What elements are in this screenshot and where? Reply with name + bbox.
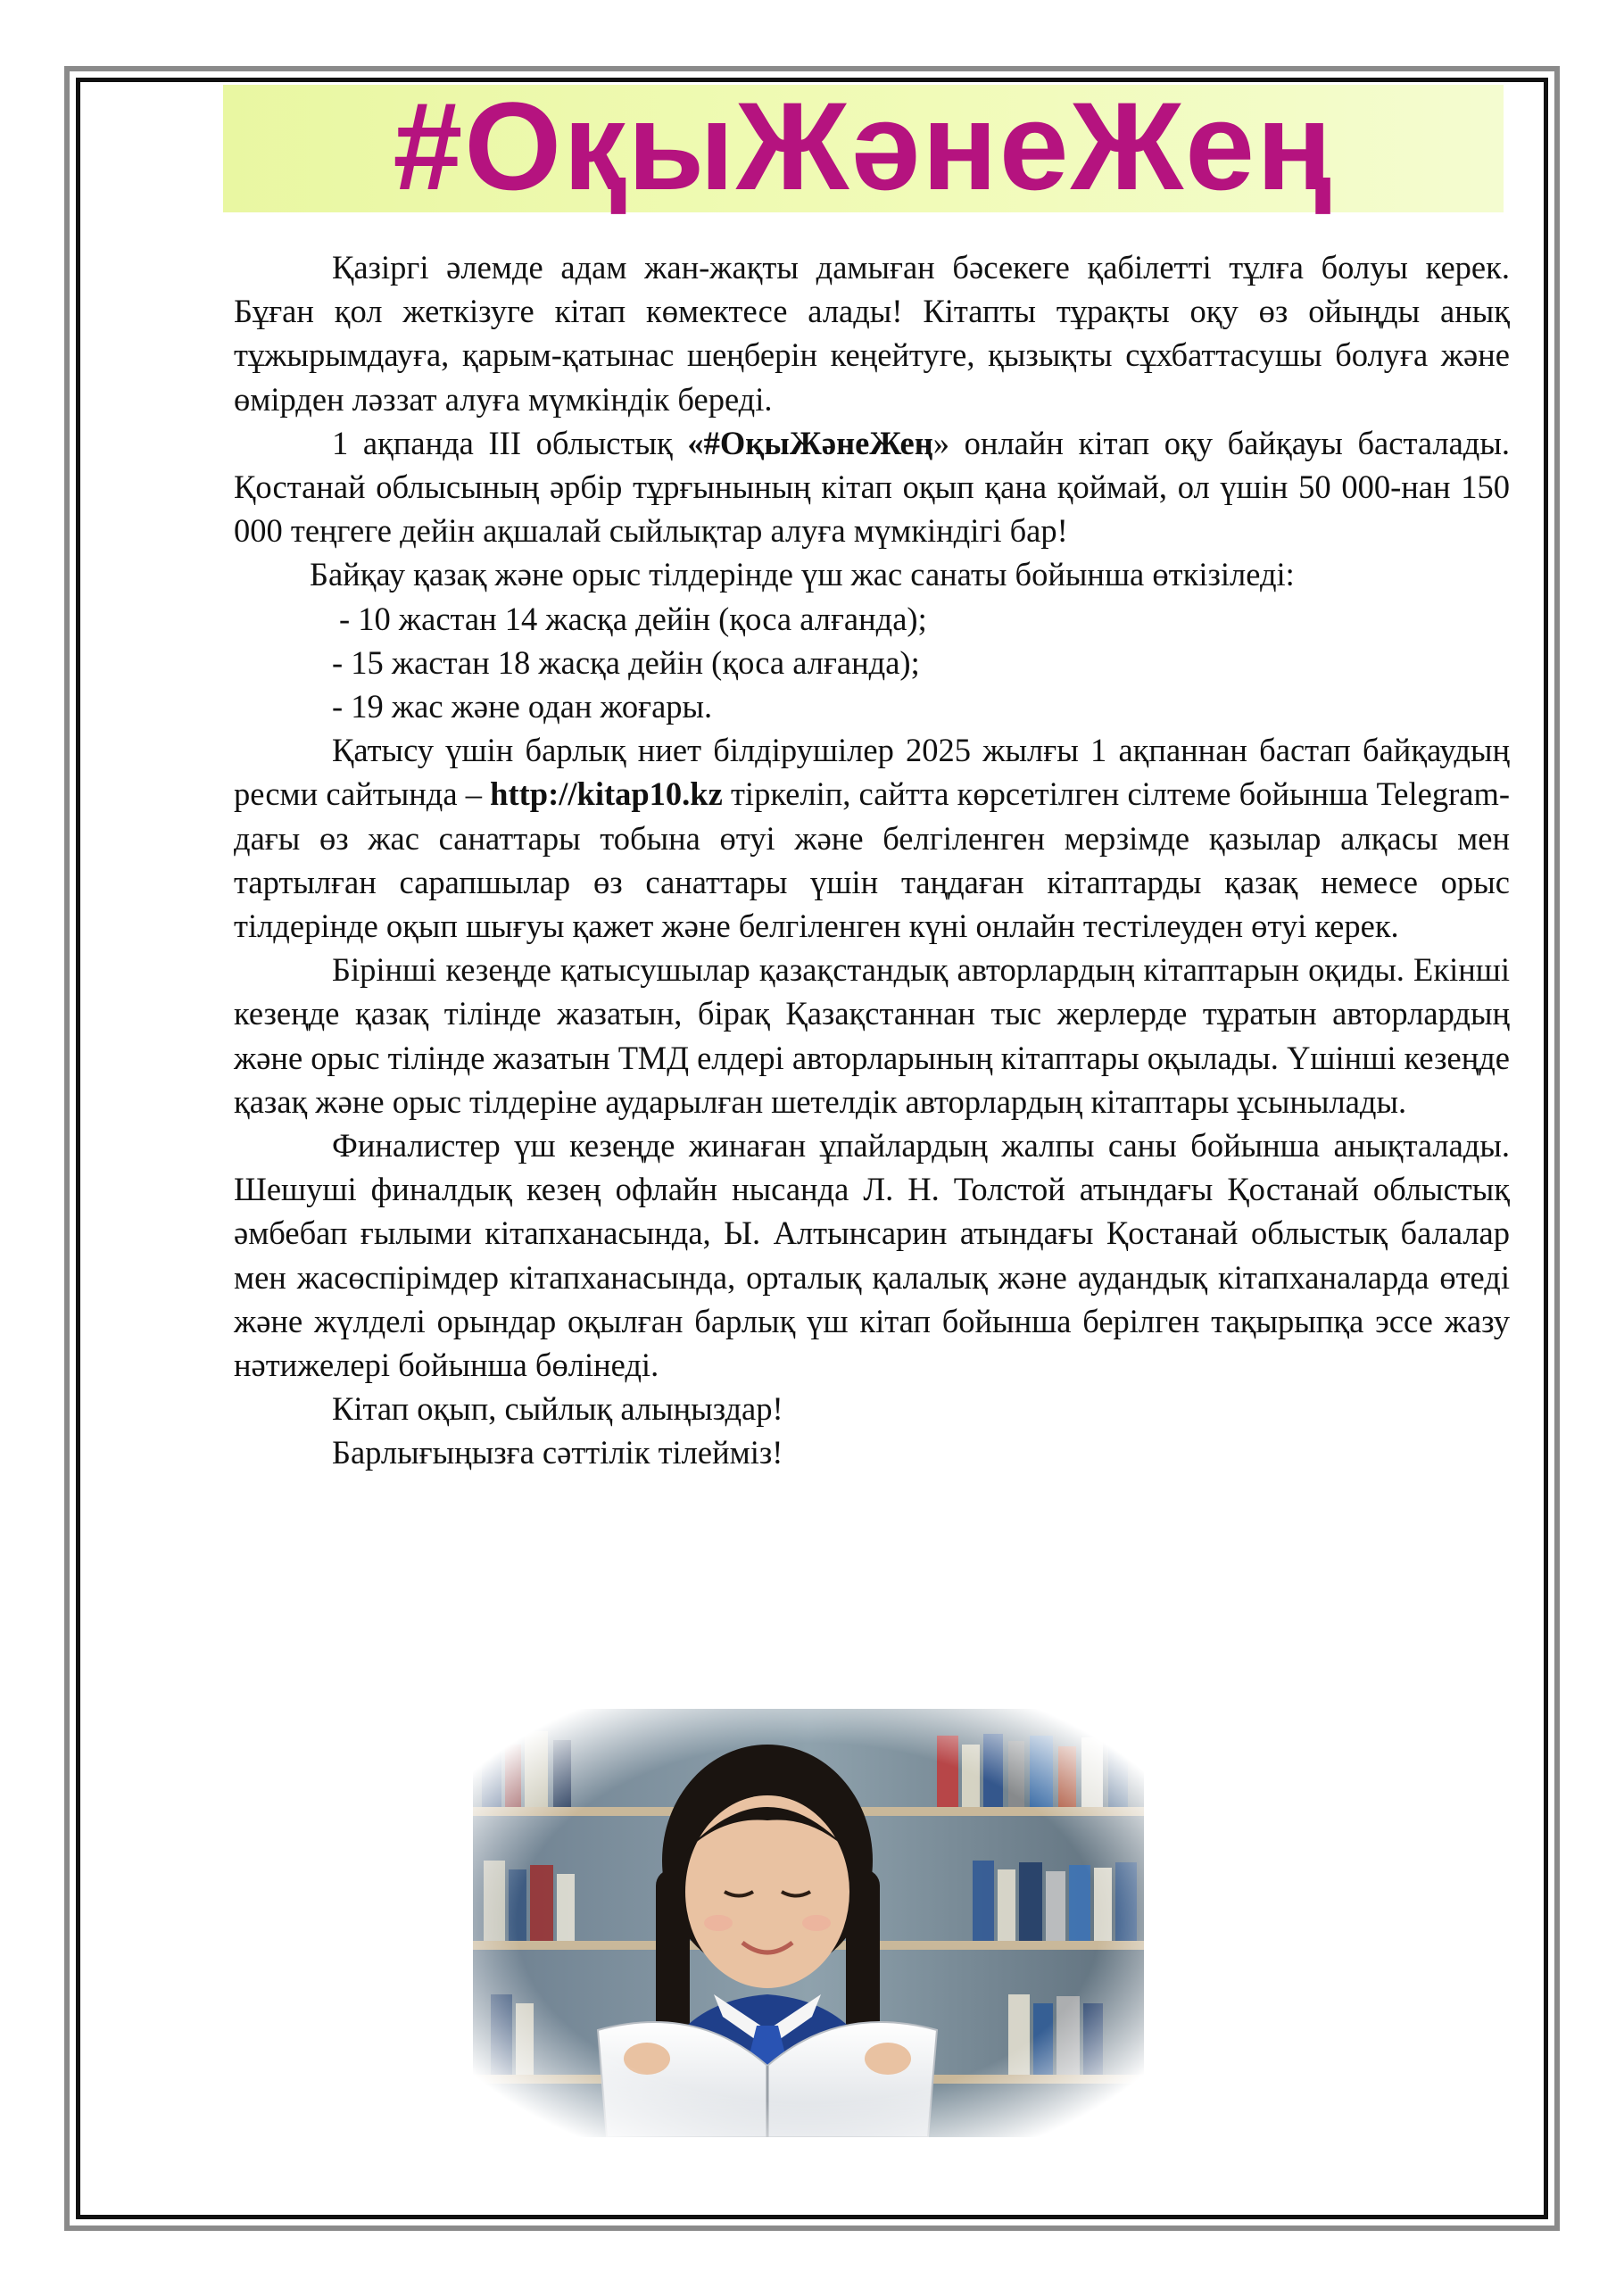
article-body bbox=[234, 245, 1510, 1475]
registration-text-start: Қатысу үшін барлық ниет білдірушілер 2025 жылғы 1 ақпаннан бастап байқаудың ресми сайтында – bbox=[234, 732, 1510, 813]
contest-name: «#ОқыЖәнеЖең bbox=[687, 424, 933, 461]
age-group-item: - 19 жас және одан жоғары. bbox=[332, 688, 713, 725]
closing-line-2: Барлығыңызға сәттілік тілейміз! bbox=[332, 1434, 783, 1471]
title-banner bbox=[223, 75, 1504, 216]
paragraph-intro: Қазіргі әлемде адам жан-жақты дамыған бәсекеге қабілетті тұлға болуы керек. Бұған қол жеткізуге кітап көмектесе алады! Кітапты тұрақты оқу өз ойыңды анық тұжырымдауға, қарым-қатынас шеңберін кеңейтуге, қызықты сұхбаттасушы болуға және өмірден ләззат алуға мүмкіндік береді. bbox=[234, 249, 1510, 418]
paragraph-age-categories: Байқау қазақ және орыс тілдерінде үш жас санаты бойынша өткізіледі: bbox=[310, 556, 1295, 593]
paragraph-contest-announcement bbox=[234, 421, 1510, 553]
closing-line-1: Кітап оқып, сыйлық алыңыздар! bbox=[332, 1390, 783, 1428]
age-group-list bbox=[234, 597, 1510, 729]
announcement-text-start: 1 ақпанда III облыстық bbox=[332, 424, 688, 461]
banner-title: #ОқыЖәнеЖең bbox=[393, 75, 1334, 216]
paragraph-finalists: Финалистер үш кезеңде жинаған ұпайлардың жалпы саны бойынша анықталады. Шешуші финалдық кезең офлайн нысанда Л. Н. Толстой атындағы Қостанай облыстық әмбебап ғылыми кітапханасында, Ы. Алтынсарин атындағы Қостанай облыстық балалар мен жасөспірімдер кітапханасында, орталық қалалық және аудандық кітапханаларда өтеді және жүлделі орындар оқылған барлық үш кітап бойынша берілген тақырыпқа эссе жазу нәтижелері бойынша бөлінеді. bbox=[234, 1127, 1510, 1384]
girl-reading-photo bbox=[473, 1709, 1144, 2137]
age-group-item: - 10 жастан 14 жасқа дейін (қоса алғанда); bbox=[339, 600, 927, 637]
age-group-item: - 15 жастан 18 жасқа дейін (қоса алғанда); bbox=[332, 643, 920, 681]
girl-reading-illustration bbox=[473, 1709, 1144, 2137]
announcement-text-end: » онлайн кітап оқу байқауы басталады. Қостанай облысының әрбір тұрғынының кітап оқып қана қоймай, ол үшін 50 000-нан 150 000 теңгеге дейін ақшалай сыйлықтар алуға мүмкіндігі бар! bbox=[234, 424, 1510, 550]
website-link[interactable]: http://kitap10.kz bbox=[490, 775, 723, 813]
paragraph-stages: Бірінші кезеңде қатысушылар қазақстандық авторлардың кітаптарын оқиды. Екінші кезеңде қазақ тілінде жазатын, бірақ Қазақстаннан тыс жерлерде тұратын авторлардың және орыс тілінде жазатын ТМД елдері авторларының кітаптары оқылады. Үшінші кезеңде қазақ және орыс тілдеріне аударылған шетелдік авторлардың кітаптары ұсынылады. bbox=[234, 951, 1510, 1120]
paragraph-registration bbox=[234, 728, 1510, 948]
registration-text-end: тіркеліп, сайтта көрсетілген сілтеме бойынша Telegram-дағы өз жас санаттары тобына өтуі және белгіленген мерзімде қазылар алқасы мен тартылған сарапшылар өз санаттары үшін таңдаған кітаптарды қазақ немесе орыс тілдерінде оқып шығуы қажет және белгіленген күні онлайн тестілеуден өтуі керек. bbox=[234, 775, 1510, 945]
